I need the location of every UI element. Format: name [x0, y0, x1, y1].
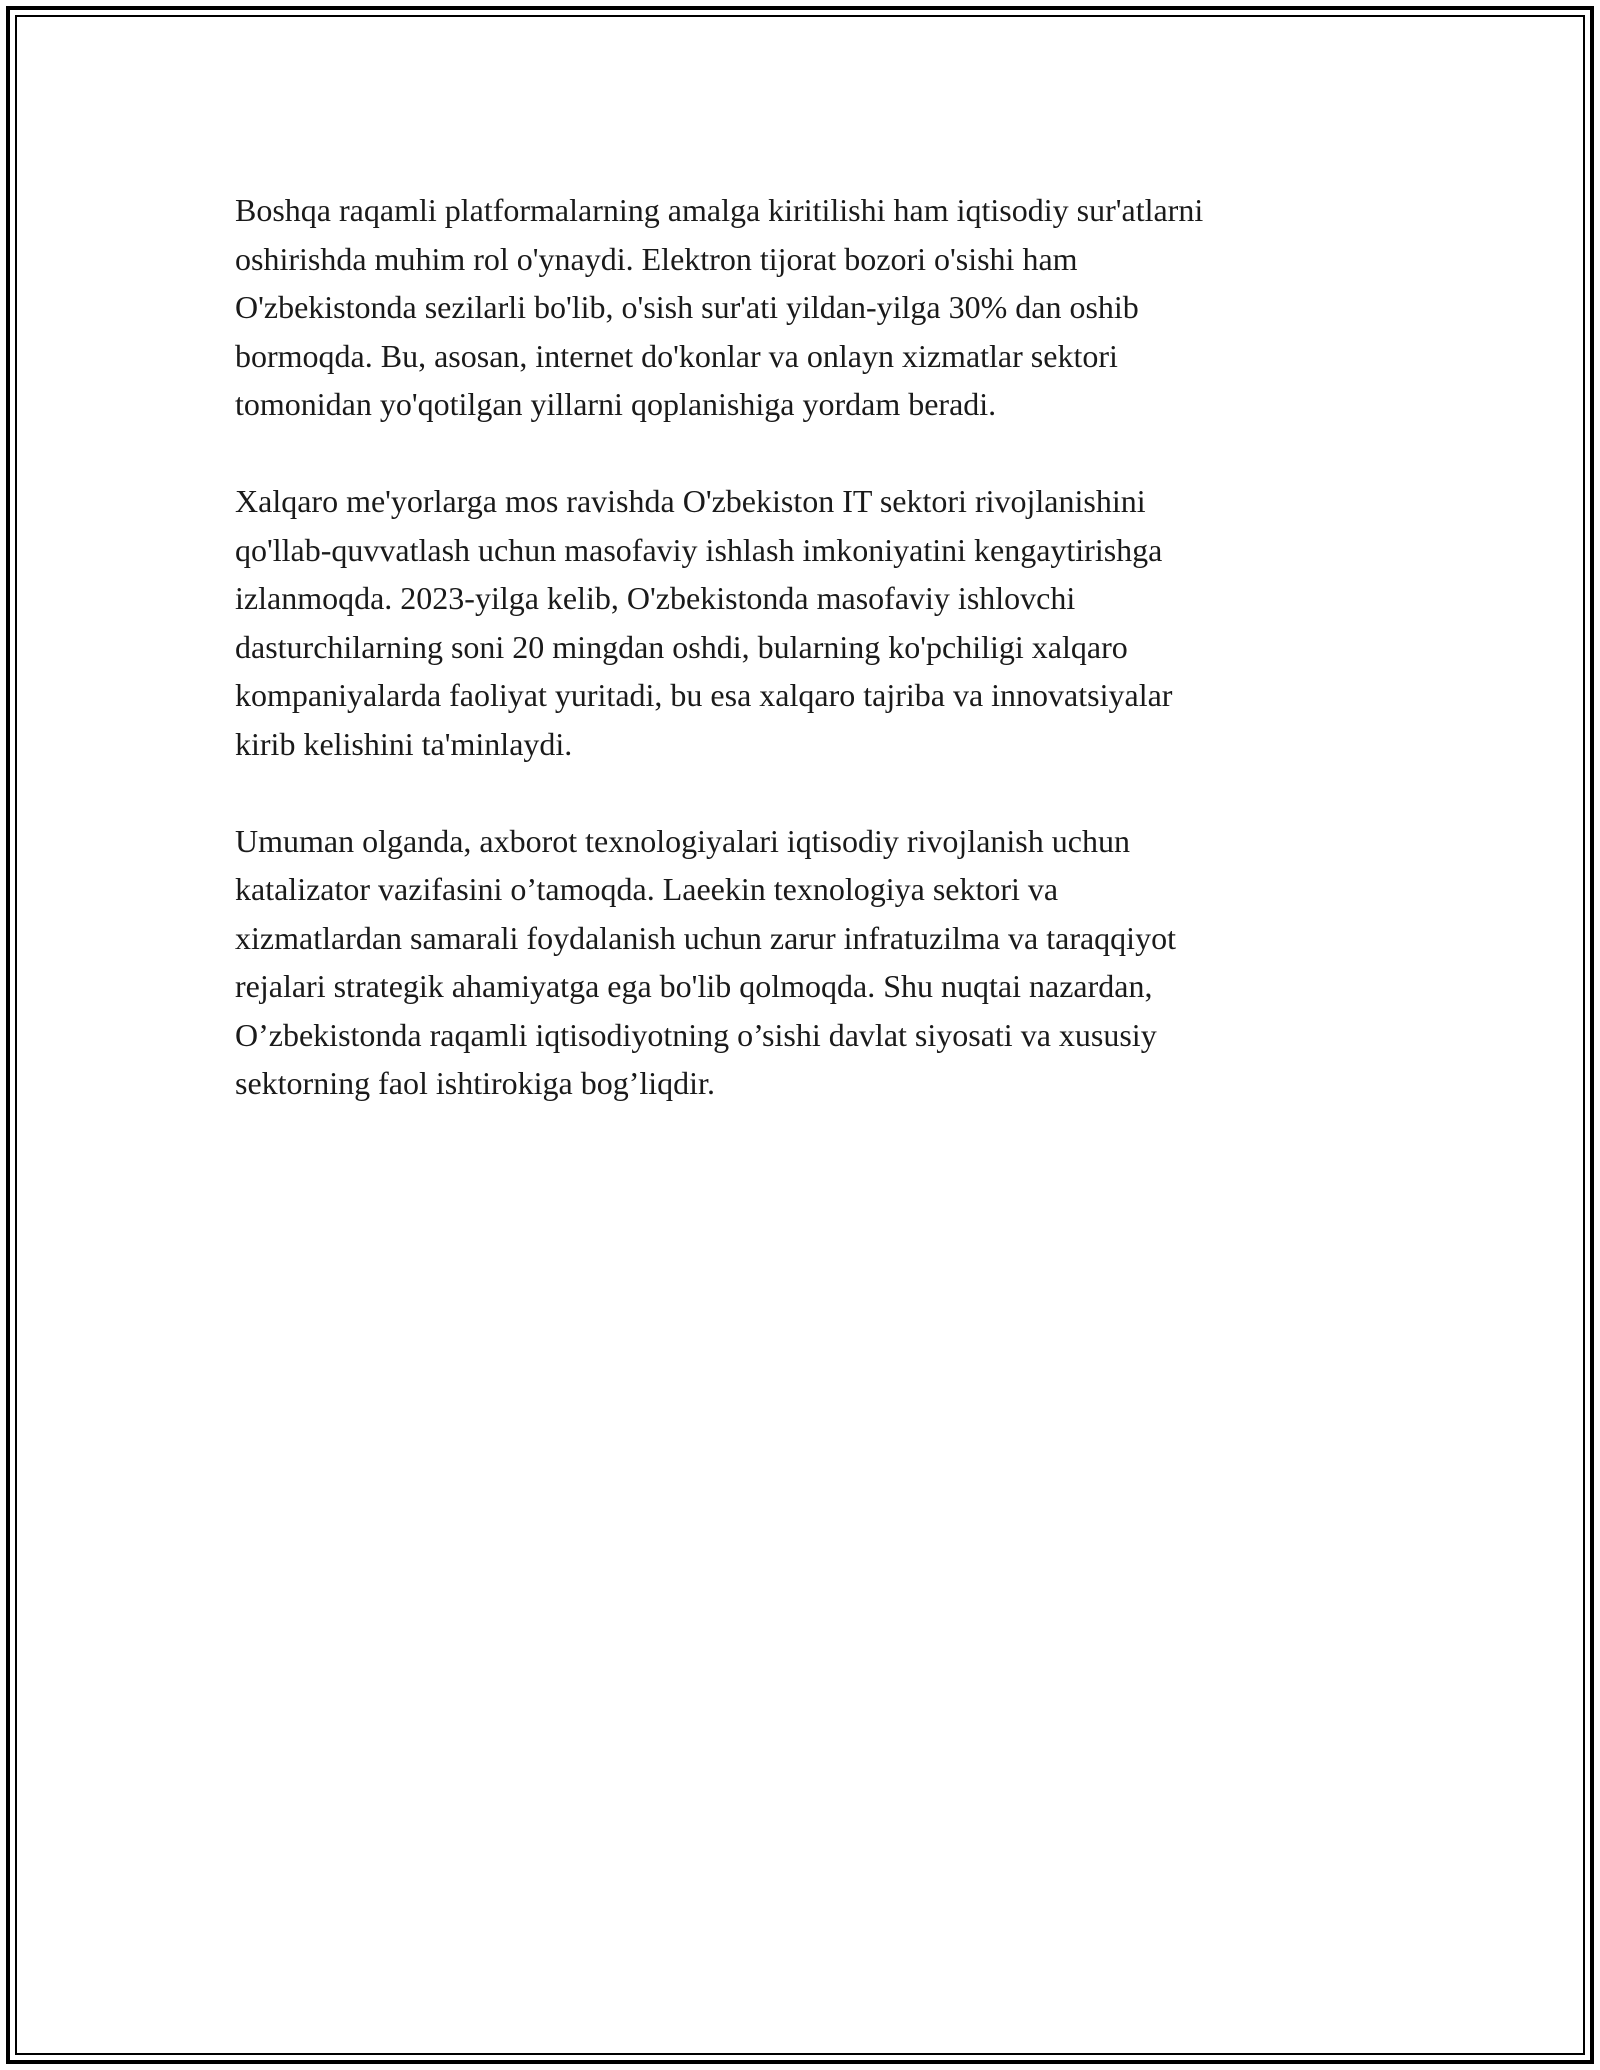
- document-body: [235, 186, 1365, 1156]
- paragraph-conclusion: Umuman olganda, axborot texnologiyalari iqtisodiy rivojlanish uchun katalizator vazifasini o’tamoqda. Laeekin texnologiya sektori va xizmatlardan samarali foydalanish uchun zarur infratuzilma va taraqqiyot rejalari strategik ahamiyatga ega bo'lib qolmoqda. Shu nuqtai nazardan, O’zbekistonda raqamli iqtisodiyotning o’sishi davlat siyosati va xususiy sektorning faol ishtirokiga bog’liqdir.: [235, 822, 1176, 1101]
- paragraph-remote-work: Xalqaro me'yorlarga mos ravishda O'zbekiston IT sektori rivojlanishini qo'llab-quvvatlash uchun masofaviy ishlash imkoniyatini kengaytirishga izlanmoqda. 2023-yilga kelib, O'zbekistonda masofaviy ishlovchi dasturchilarning soni 20 mingdan oshdi, bularning ko'pchiligi xalqaro kompaniyalarda faoliyat yuritadi, bu esa xalqaro tajriba va innovatsiyalar kirib kelishini ta'minlaydi.: [235, 483, 1173, 762]
- paragraph-ecommerce: Boshqa raqamli platformalarning amalga kiritilishi ham iqtisodiy sur'atlarni oshirishda muhim rol o'ynaydi. Elektron tijorat bozori o'sishi ham O'zbekistonda sezilarli bo'lib, o'sish sur'ati yildan-yilga 30% dan oshib bormoqda. Bu, asosan, internet do'konlar va onlayn xizmatlar sektori tomonidan yo'qotilgan yillarni qoplanishiga yordam beradi.: [235, 192, 1204, 422]
